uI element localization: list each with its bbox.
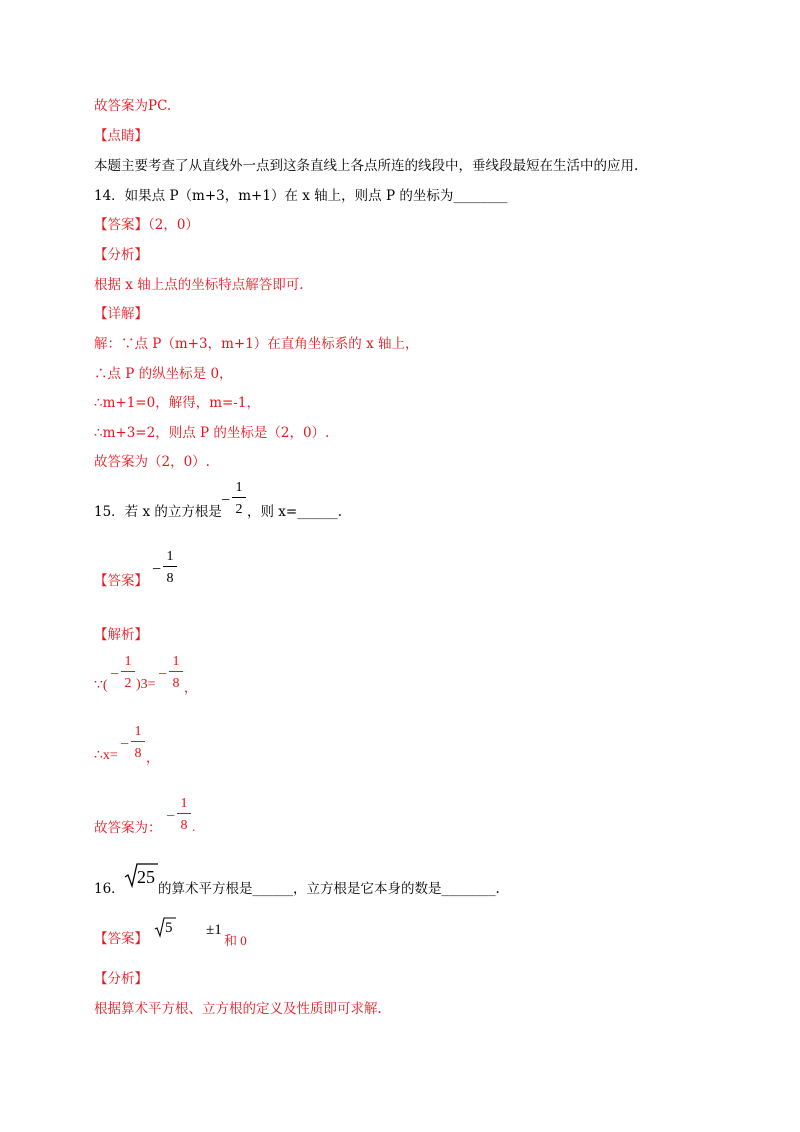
fraction-neg-eighth-jiexi: − 1 8 <box>158 655 184 695</box>
fraction-answer-15: − 1 8 <box>152 550 178 590</box>
fraction-x-value: − 1 8 <box>120 725 146 765</box>
answer-15-label: 【答案】 <box>94 573 148 589</box>
fraction-neg-half-q15: − 1 2 <box>221 481 247 521</box>
detail-14-line-2: ∴点 P 的纵坐标是 0， <box>94 366 233 382</box>
jiexi-15-because: ∵( <box>94 678 108 693</box>
heading-analysis-16: 【分析】 <box>94 971 148 987</box>
question-15-suffix: ，则 x=______. <box>247 504 343 520</box>
fraction-final-15: − 1 8 <box>166 797 192 837</box>
sqrt-25: 25 <box>124 862 158 890</box>
jiexi-15-period: . <box>192 819 196 834</box>
detail-14-line-1: 解：∵点 P（m+3，m+1）在直角坐标系的 x 轴上， <box>94 336 419 352</box>
jiexi-15-comma: ， <box>184 680 198 695</box>
answer-16-and-zero: 和 0 <box>224 933 247 948</box>
answer-conclusion: 故答案为PC. <box>94 98 172 114</box>
jiexi-15-cube-eq: )3= <box>136 677 156 692</box>
question-16-text: 的算术平方根是______，立方根是它本身的数是________. <box>158 881 500 897</box>
heading-dianjing: 【点睛】 <box>94 128 148 144</box>
detail-14-line-3: ∴m+1=0，解得，m=-1， <box>94 395 260 411</box>
question-14: 14．如果点 P（m+3，m+1）在 x 轴上，则点 P 的坐标为________ <box>94 188 508 204</box>
heading-analysis-14: 【分析】 <box>94 247 148 263</box>
question-15-prefix: 15．若 x 的立方根是 <box>94 504 222 520</box>
answer-14: 【答案】（2，0） <box>94 217 199 233</box>
jiexi-15-conclusion: 故答案为： <box>94 820 162 836</box>
heading-jiexi-15: 【解析】 <box>94 627 148 643</box>
jiexi-15-therefore: ∴x= <box>94 748 118 763</box>
jiexi-15-comma-2: ， <box>146 750 160 765</box>
sqrt-5: 5 <box>154 917 178 939</box>
note-text: 本题主要考查了从直线外一点到这条直线上各点所连的线段中，垂线段最短在生活中的应用. <box>94 158 639 174</box>
analysis-16-text: 根据算术平方根、立方根的定义及性质即可求解. <box>94 1001 382 1017</box>
heading-detail-14: 【详解】 <box>94 306 148 322</box>
answer-16-plus-minus-one: ±1 <box>206 922 222 938</box>
answer-16-label: 【答案】 <box>94 931 148 947</box>
question-16-number: 16． <box>94 881 125 897</box>
analysis-14-text: 根据 x 轴上点的坐标特点解答即可. <box>94 277 304 293</box>
detail-14-line-5: 故答案为（2，0）. <box>94 454 210 470</box>
fraction-neg-half-jiexi: − 1 2 <box>110 655 136 695</box>
detail-14-line-4: ∴m+3=2，则点 P 的坐标是（2，0）. <box>94 425 330 441</box>
